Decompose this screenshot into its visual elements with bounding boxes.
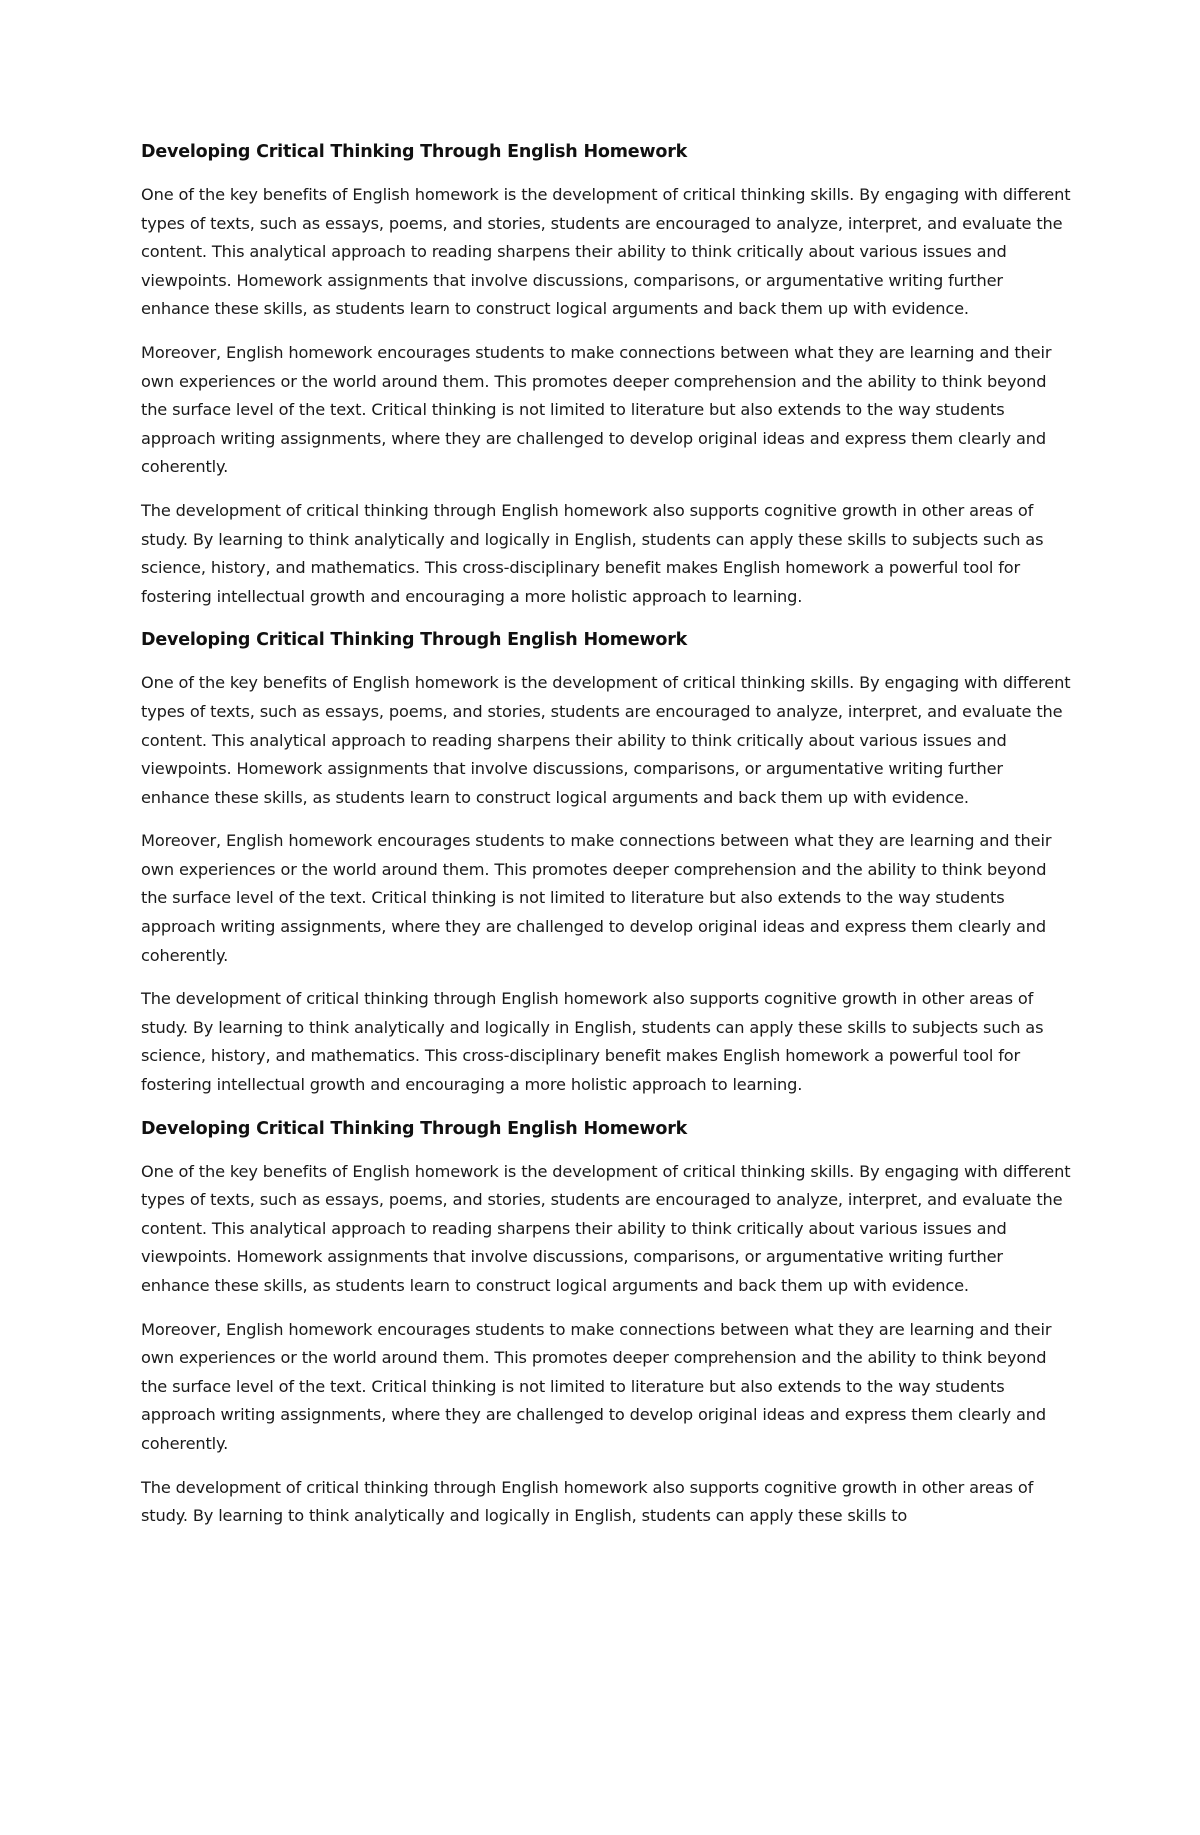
section-heading: Developing Critical Thinking Through English Homework xyxy=(141,142,688,162)
body-paragraph: Moreover, English homework encourages students to make connections between what they are learning and their own experiences or the world around them. This promotes deeper comprehension and the ability to think beyond the surface level of the text. Critical thinking is not limited to literature but also extends to the way students approach writing assignments, where they are challenged to develop original ideas and express them clearly and coherently. xyxy=(141,342,1052,477)
body-paragraph: The development of critical thinking through English homework also supports cognitive growth in other areas of study. By learning to think analytically and logically in English, students can apply these skills to xyxy=(141,1477,1034,1526)
document-section xyxy=(141,138,1071,611)
body-paragraph: One of the key benefits of English homework is the development of critical thinking skills. By engaging with different types of texts, such as essays, poems, and stories, students are encouraged to analyze, interpret, and evaluate the content. This analytical approach to reading sharpens their ability to think critically about various issues and viewpoints. Homework assignments that involve discussions, comparisons, or argumentative writing further enhance these skills, as students learn to construct logical arguments and back them up with evidence. xyxy=(141,1161,1071,1295)
section-heading: Developing Critical Thinking Through English Homework xyxy=(141,630,688,651)
document-body xyxy=(141,138,1071,1546)
body-paragraph: The development of critical thinking through English homework also supports cognitive growth in other areas of study. By learning to think analytically and logically in English, students can apply these skills to subjects such as science, history, and mathematics. This cross-disciplinary benefit makes English homework a powerful tool for fostering intellectual growth and encouraging a more holistic approach to learning. xyxy=(141,500,1044,606)
body-paragraph: One of the key benefits of English homework is the development of critical thinking skills. By engaging with different types of texts, such as essays, poems, and stories, students are encouraged to analyze, interpret, and evaluate the content. This analytical approach to reading sharpens their ability to think critically about various issues and viewpoints. Homework assignments that involve discussions, comparisons, or argumentative writing further enhance these skills, as students learn to construct logical arguments and back them up with evidence. xyxy=(141,185,1071,319)
body-paragraph: One of the key benefits of English homework is the development of critical thinking skills. By engaging with different types of texts, such as essays, poems, and stories, students are encouraged to analyze, interpret, and evaluate the content. This analytical approach to reading sharpens their ability to think critically about various issues and viewpoints. Homework assignments that involve discussions, comparisons, or argumentative writing further enhance these skills, as students learn to construct logical arguments and back them up with evidence. xyxy=(141,673,1071,807)
body-paragraph: Moreover, English homework encourages students to make connections between what they are learning and their own experiences or the world around them. This promotes deeper comprehension and the ability to think beyond the surface level of the text. Critical thinking is not limited to literature but also extends to the way students approach writing assignments, where they are challenged to develop original ideas and express them clearly and coherently. xyxy=(141,831,1052,965)
document-section xyxy=(141,1115,1071,1531)
document-section xyxy=(141,626,1071,1099)
section-heading: Developing Critical Thinking Through English Homework xyxy=(141,1118,688,1139)
body-paragraph: Moreover, English homework encourages students to make connections between what they are learning and their own experiences or the world around them. This promotes deeper comprehension and the ability to think beyond the surface level of the text. Critical thinking is not limited to literature but also extends to the way students approach writing assignments, where they are challenged to develop original ideas and express them clearly and coherently. xyxy=(141,1319,1052,1453)
body-paragraph: The development of critical thinking through English homework also supports cognitive growth in other areas of study. By learning to think analytically and logically in English, students can apply these skills to subjects such as science, history, and mathematics. This cross-disciplinary benefit makes English homework a powerful tool for fostering intellectual growth and encouraging a more holistic approach to learning. xyxy=(141,989,1044,1095)
